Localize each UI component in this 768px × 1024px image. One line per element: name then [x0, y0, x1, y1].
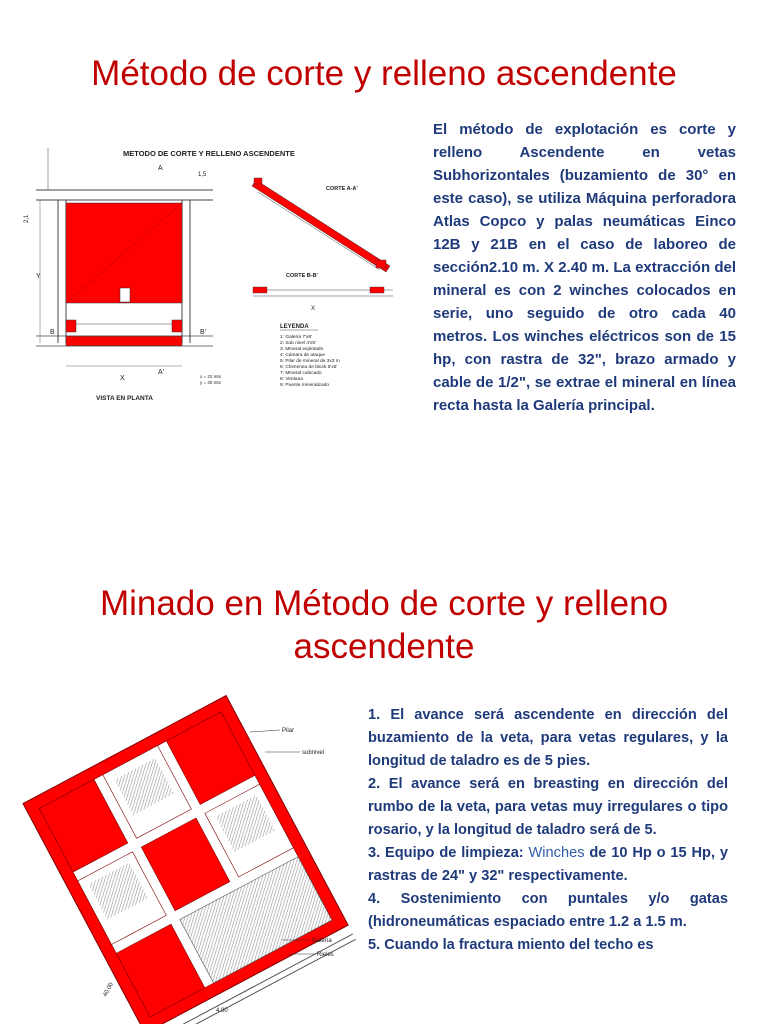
plan-label-a2: A' — [158, 369, 165, 376]
legend-item: 8: Ventana — [280, 377, 303, 382]
dim-4: 4.00 — [216, 1008, 228, 1014]
winches-term: Winches — [528, 845, 585, 861]
legend-item: 3: Mineral explotado — [280, 347, 324, 352]
slide-2-title-line2: ascendente — [293, 627, 475, 666]
legend-item: 7: Mineral cubicado — [280, 371, 322, 376]
procedure-list — [368, 704, 728, 957]
section-aa-label: CORTE A-A' — [326, 186, 358, 192]
plan-label-15: 1,5 — [198, 172, 207, 178]
legend-item: 9: Puente mineralizado — [280, 383, 330, 388]
plan-label-b2: B' — [200, 329, 207, 336]
list-item: 5. Cuando la fractura miento del techo es — [368, 937, 654, 953]
label-subnivel: subnivel — [302, 750, 325, 756]
list-item-pre: 3. Equipo de limpieza: — [368, 845, 529, 861]
plan-diagram — [24, 138, 418, 408]
section-bb-label: CORTE B-B' — [286, 273, 318, 279]
isometric-diagram — [20, 692, 365, 1024]
list-item: 1. El avance será ascendente en dirección del buzamiento de la veta, para vetas regulares, y la longitud de taladro es de 5 pies. — [368, 707, 728, 769]
list-item: 4. Sostenimiento con puntales y/o gatas (hidroneumáticas espaciado entre 1.2 a 1.5 m. — [368, 891, 728, 930]
plan-label-b: B — [50, 329, 55, 336]
plan-label-a: A — [158, 165, 163, 172]
slide-2-title — [0, 582, 768, 668]
legend-item: 5: Pilar de mineral de 3x3 m — [280, 359, 340, 364]
legend-title: LEYENDA — [280, 324, 309, 330]
list-item: 2. El avance será en breasting en dirección del rumbo de la veta, para vetas muy irregulares o tipo rosario, y la longitud de taladro será de 5. — [368, 776, 728, 838]
section-bb-x: X — [311, 306, 316, 312]
legend-item: 4: Cámara de ataque — [280, 353, 326, 358]
plan-label-21: 2,1 — [24, 214, 30, 223]
slide-1-paragraph: El método de explotación es corte y relleno Ascendente en vetas Subhorizontales (buzamiento de 30° en este caso), se utiliza Máquina perforadora Atlas Copco y palas neumáticas Einco 12B y 21B en el caso de laboreo de sección2.10 m. X 2.40 m. La extracción del mineral es con 2 winches colocados en serie, uno seguido de otro cada 40 metros. Los winches eléctricos son de 15 hp, con rastra de 32", brazo armado y cable de 1/2", se extrae el mineral en línea recta hasta la Galería principal. — [433, 121, 736, 414]
scale-note-x: x = 22 mts — [200, 374, 221, 379]
plan-label-y: Y — [36, 273, 41, 280]
dim-40: 40.00 — [102, 981, 115, 998]
legend-item: 1: Galería 7'x8' — [280, 335, 312, 340]
plan-label-x: X — [120, 375, 125, 382]
label-galeria: Galería — [312, 938, 332, 944]
slide-1-title: Método de corte y relleno ascendente — [91, 54, 677, 93]
plan-view-label: VISTA EN PLANTA — [96, 395, 153, 402]
label-rieles: Rieles — [317, 952, 334, 958]
legend-item: 6: Chimenea de block 5'x5' — [280, 365, 338, 370]
scale-note-y: y = 30 mts — [200, 380, 221, 385]
list-item-post: de 10 Hp o 15 Hp, y rastras de 24" y 32" respectivamente. — [368, 845, 728, 884]
legend-item: 2: Sub nivel 4'x5' — [280, 341, 316, 346]
label-pilar: Pilar — [282, 728, 295, 734]
plan-diagram-title: METODO DE CORTE Y RELLENO ASCENDENTE — [123, 149, 295, 158]
list-item — [368, 842, 728, 888]
slide-2-title-line1: Minado en Método de corte y relleno — [99, 584, 669, 623]
